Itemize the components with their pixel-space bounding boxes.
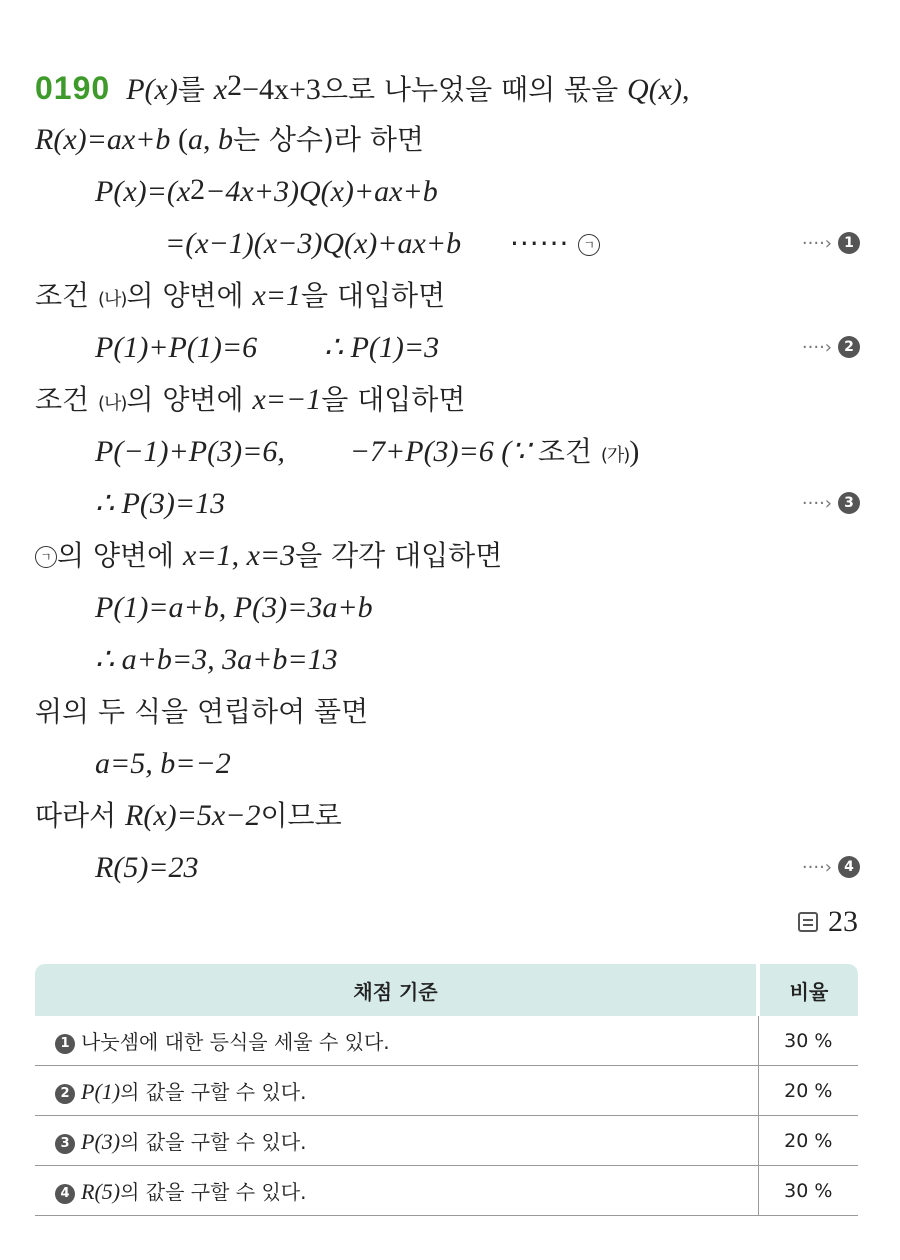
equation-line-4: =(x−1)(x−3)Q(x)+ax+b ······ ㄱ [165, 224, 600, 264]
header-ratio: 비율 [758, 964, 858, 1016]
label-giyeok: ㄱ [35, 546, 57, 568]
solution-line-15: 따라서 R(x)=5x−2이므로 [35, 799, 342, 832]
solution-line-13: 위의 두 식을 연립하여 풀면 [35, 695, 369, 728]
ratio-cell: 30 % [758, 1166, 858, 1216]
step-marker-4: ····› 4 [802, 856, 860, 878]
solution-line-7: 조건 (나)의 양변에 x=−1을 대입하면 [35, 383, 466, 416]
table-row: 4 R(5)의 값을 구할 수 있다. 30 % [35, 1166, 858, 1216]
step-marker-1: ····› 1 [802, 232, 860, 254]
ratio-cell: 20 % [758, 1116, 858, 1166]
table-row: 3 P(3)의 값을 구할 수 있다. 20 % [35, 1116, 858, 1166]
scoring-table [35, 964, 858, 1216]
step-marker-2: ····› 2 [802, 336, 860, 358]
table-row: 2 P(1)의 값을 구할 수 있다. 20 % [35, 1066, 858, 1116]
table-header-row [35, 964, 858, 1016]
equation-line-11: P(1)=a+b, P(3)=3a+b [95, 591, 373, 624]
label-giyeok: ㄱ [578, 234, 600, 256]
equation-line-16: R(5)=23 [95, 851, 199, 884]
step-number-badge: 1 [55, 1034, 75, 1054]
solution-line-1: 0190 P(x)를 $x^2-4x+3$으로 나누었을 때의 몫을 Q(x), [35, 69, 690, 106]
step-number-badge: 4 [55, 1184, 75, 1204]
equation-line-3: $P(x)=(x^2-4x+3)Q(x)+ax+b$ [95, 173, 438, 208]
equation-line-12: ∴ a+b=3, 3a+b=13 [95, 643, 338, 676]
equation-line-6: P(1)+P(1)=6 ∴ P(1)=3 [95, 331, 440, 364]
table-row: 1 나눗셈에 대한 등식을 세울 수 있다. 30 % [35, 1016, 858, 1066]
step-marker-3: ····› 3 [802, 492, 860, 514]
answer-icon [798, 912, 818, 932]
step-number-badge: 2 [55, 1084, 75, 1104]
step-number-badge: 3 [55, 1134, 75, 1154]
solution-line-10: ㄱ 의 양변에 x=1, x=3을 각각 대입하면 [35, 536, 502, 576]
equation-line-8: P(−1)+P(3)=6, −7+P(3)=6 (∵ 조건 (가)) [95, 435, 640, 468]
solution-line-5: 조건 (나)의 양변에 x=1을 대입하면 [35, 279, 446, 312]
solution-line-2: R(x)=ax+b (a, b는 상수)라 하면 [35, 123, 424, 156]
header-criteria: 채점 기준 [35, 964, 758, 1016]
ratio-cell: 20 % [758, 1066, 858, 1116]
final-answer: 23 [798, 902, 858, 942]
problem-number: 0190 [35, 70, 111, 106]
equation-line-9: ∴ P(3)=13 [95, 487, 226, 520]
equation-line-14: a=5, b=−2 [95, 747, 231, 780]
ratio-cell: 30 % [758, 1016, 858, 1066]
